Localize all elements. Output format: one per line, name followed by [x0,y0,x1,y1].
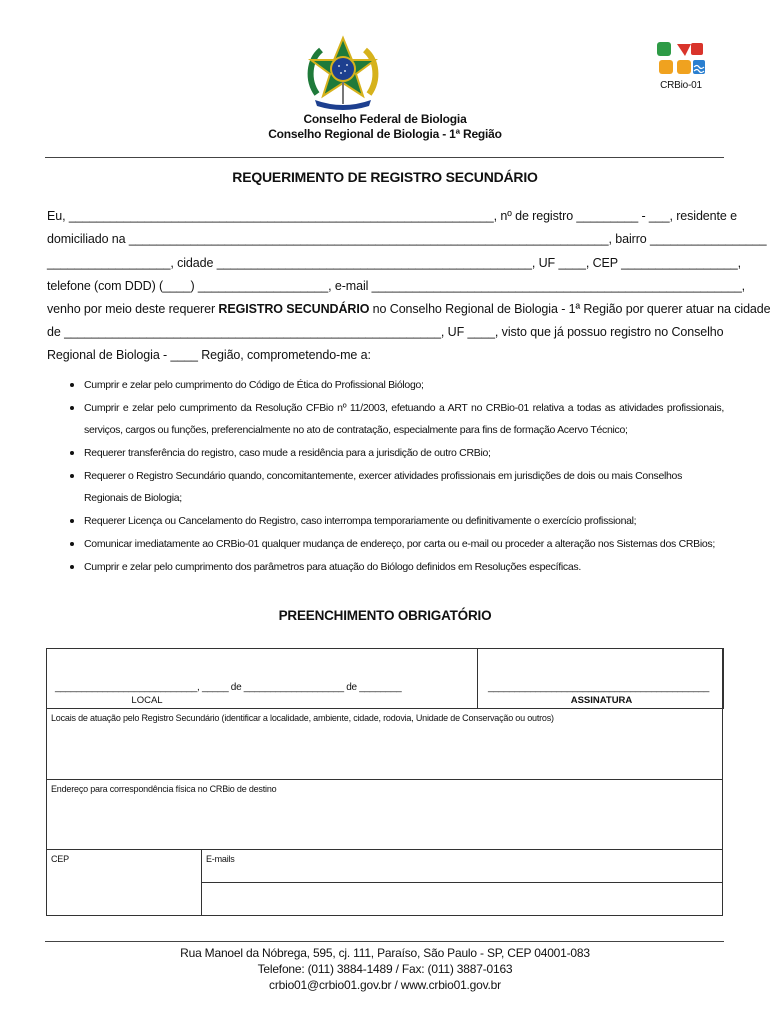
signature-label: ASSINATURA [570,695,633,706]
header-divider [45,157,724,158]
section-title: PREENCHIMENTO OBRIGATÓRIO [278,608,492,623]
footer-contact: crbio01@crbio01.gov.br / www.crbio01.gov.br [269,978,501,992]
date-line[interactable]: ___________________________, _____ de ___________________ de ________ [55,682,402,693]
cep-label: CEP [51,854,69,864]
request-text-pre: venho por meio deste requerer [47,302,219,316]
emails-cell-2[interactable] [201,882,723,916]
list-item: • Cumprir e zelar pelo cumprimento da Resolução CFBio nº 11/2003, efetuando a ART no CRBio-01 relativa a todas as atividades profissionais, serviços, cargos ou funções, preferencialmente no ato de contratação, especialmente para fins de formação Acervo Técnico; [84,396,724,441]
header-regional: Conselho Regional de Biologia - 1ª Região [268,127,502,141]
locais-cell[interactable] [46,708,723,780]
footer-phone: Telefone: (011) 3884-1489 / Fax: (011) 3887-0163 [257,962,513,976]
form-line-city[interactable]: __________________, cidade ______________________________________________, UF ____, CEP _________________, [47,256,742,270]
signature-line[interactable]: __________________________________________ [488,682,709,693]
header-federal: Conselho Federal de Biologia [303,112,467,126]
list-item: • Cumprir e zelar pelo cumprimento do Código de Ética do Profissional Biólogo; [84,373,724,396]
cep-cell[interactable] [46,849,202,916]
commitments-list [47,373,724,578]
date-local-cell [46,648,478,709]
footer-divider [45,941,724,942]
crbio01-logo [655,40,707,96]
emails-label: E-mails [206,854,235,864]
page-title: REQUERIMENTO DE REGISTRO SECUNDÁRIO [232,169,538,185]
crbio-logo-icon [655,40,707,80]
signature-cell [477,648,724,709]
emails-cell[interactable] [201,849,723,883]
logo-text: CRBio-01 [660,80,702,91]
request-text-bold: REGISTRO SECUNDÁRIO [218,302,370,316]
local-label: LOCAL [131,695,163,706]
mandatory-table [46,648,723,916]
form-line-phone-email[interactable]: telefone (com DDD) (____) ___________________, e-mail ______________________________________________________, [47,279,746,293]
list-item: • Requerer o Registro Secundário quando, concomitantemente, exercer atividades profissionais em jurisdições de dois ou mais Conselhos Regionais de Biologia; [84,464,724,509]
form-line-name[interactable]: Eu, ______________________________________________________________, nº de registro _________ - ___, residente e [47,209,737,223]
brazil-coat-of-arms-icon [303,36,383,110]
form-line-request [47,302,770,316]
list-item: • Comunicar imediatamente ao CRBio-01 qualquer mudança de endereço, por carta ou e-mail ou proceder a alteração nos Sistemas dos CRBios; [84,532,724,555]
list-item: • Requerer transferência do registro, caso mude a residência para a jurisdição de outro CRBio; [84,441,724,464]
form-line-target-city[interactable]: de _______________________________________________________, UF ____, visto que já possuo registro no Conselho [47,325,724,339]
endereco-cell[interactable] [46,779,723,850]
endereco-label: Endereço para correspondência física no CRBio de destino [51,784,277,794]
form-line-region[interactable]: Regional de Biologia - ____ Região, comprometendo-me a: [47,348,371,362]
list-item: • Requerer Licença ou Cancelamento do Registro, caso interrompa temporariamente ou definitivamente o exercício profissional; [84,509,724,532]
form-line-domicile[interactable]: domiciliado na ______________________________________________________________________, bairro _________________ [47,232,767,246]
locais-label: Locais de atuação pelo Registro Secundário (identificar a localidade, ambiente, cidade, rodovia, Unidade de Conservação ou outros) [51,713,554,723]
list-item: • Cumprir e zelar pelo cumprimento dos parâmetros para atuação do Biólogo definidos em Resoluções específicas. [84,555,724,578]
request-text-post: no Conselho Regional de Biologia - 1ª Região por querer atuar na cidade [369,302,770,316]
footer-address: Rua Manoel da Nóbrega, 595, cj. 111, Paraíso, São Paulo - SP, CEP 04001-083 [180,946,590,960]
